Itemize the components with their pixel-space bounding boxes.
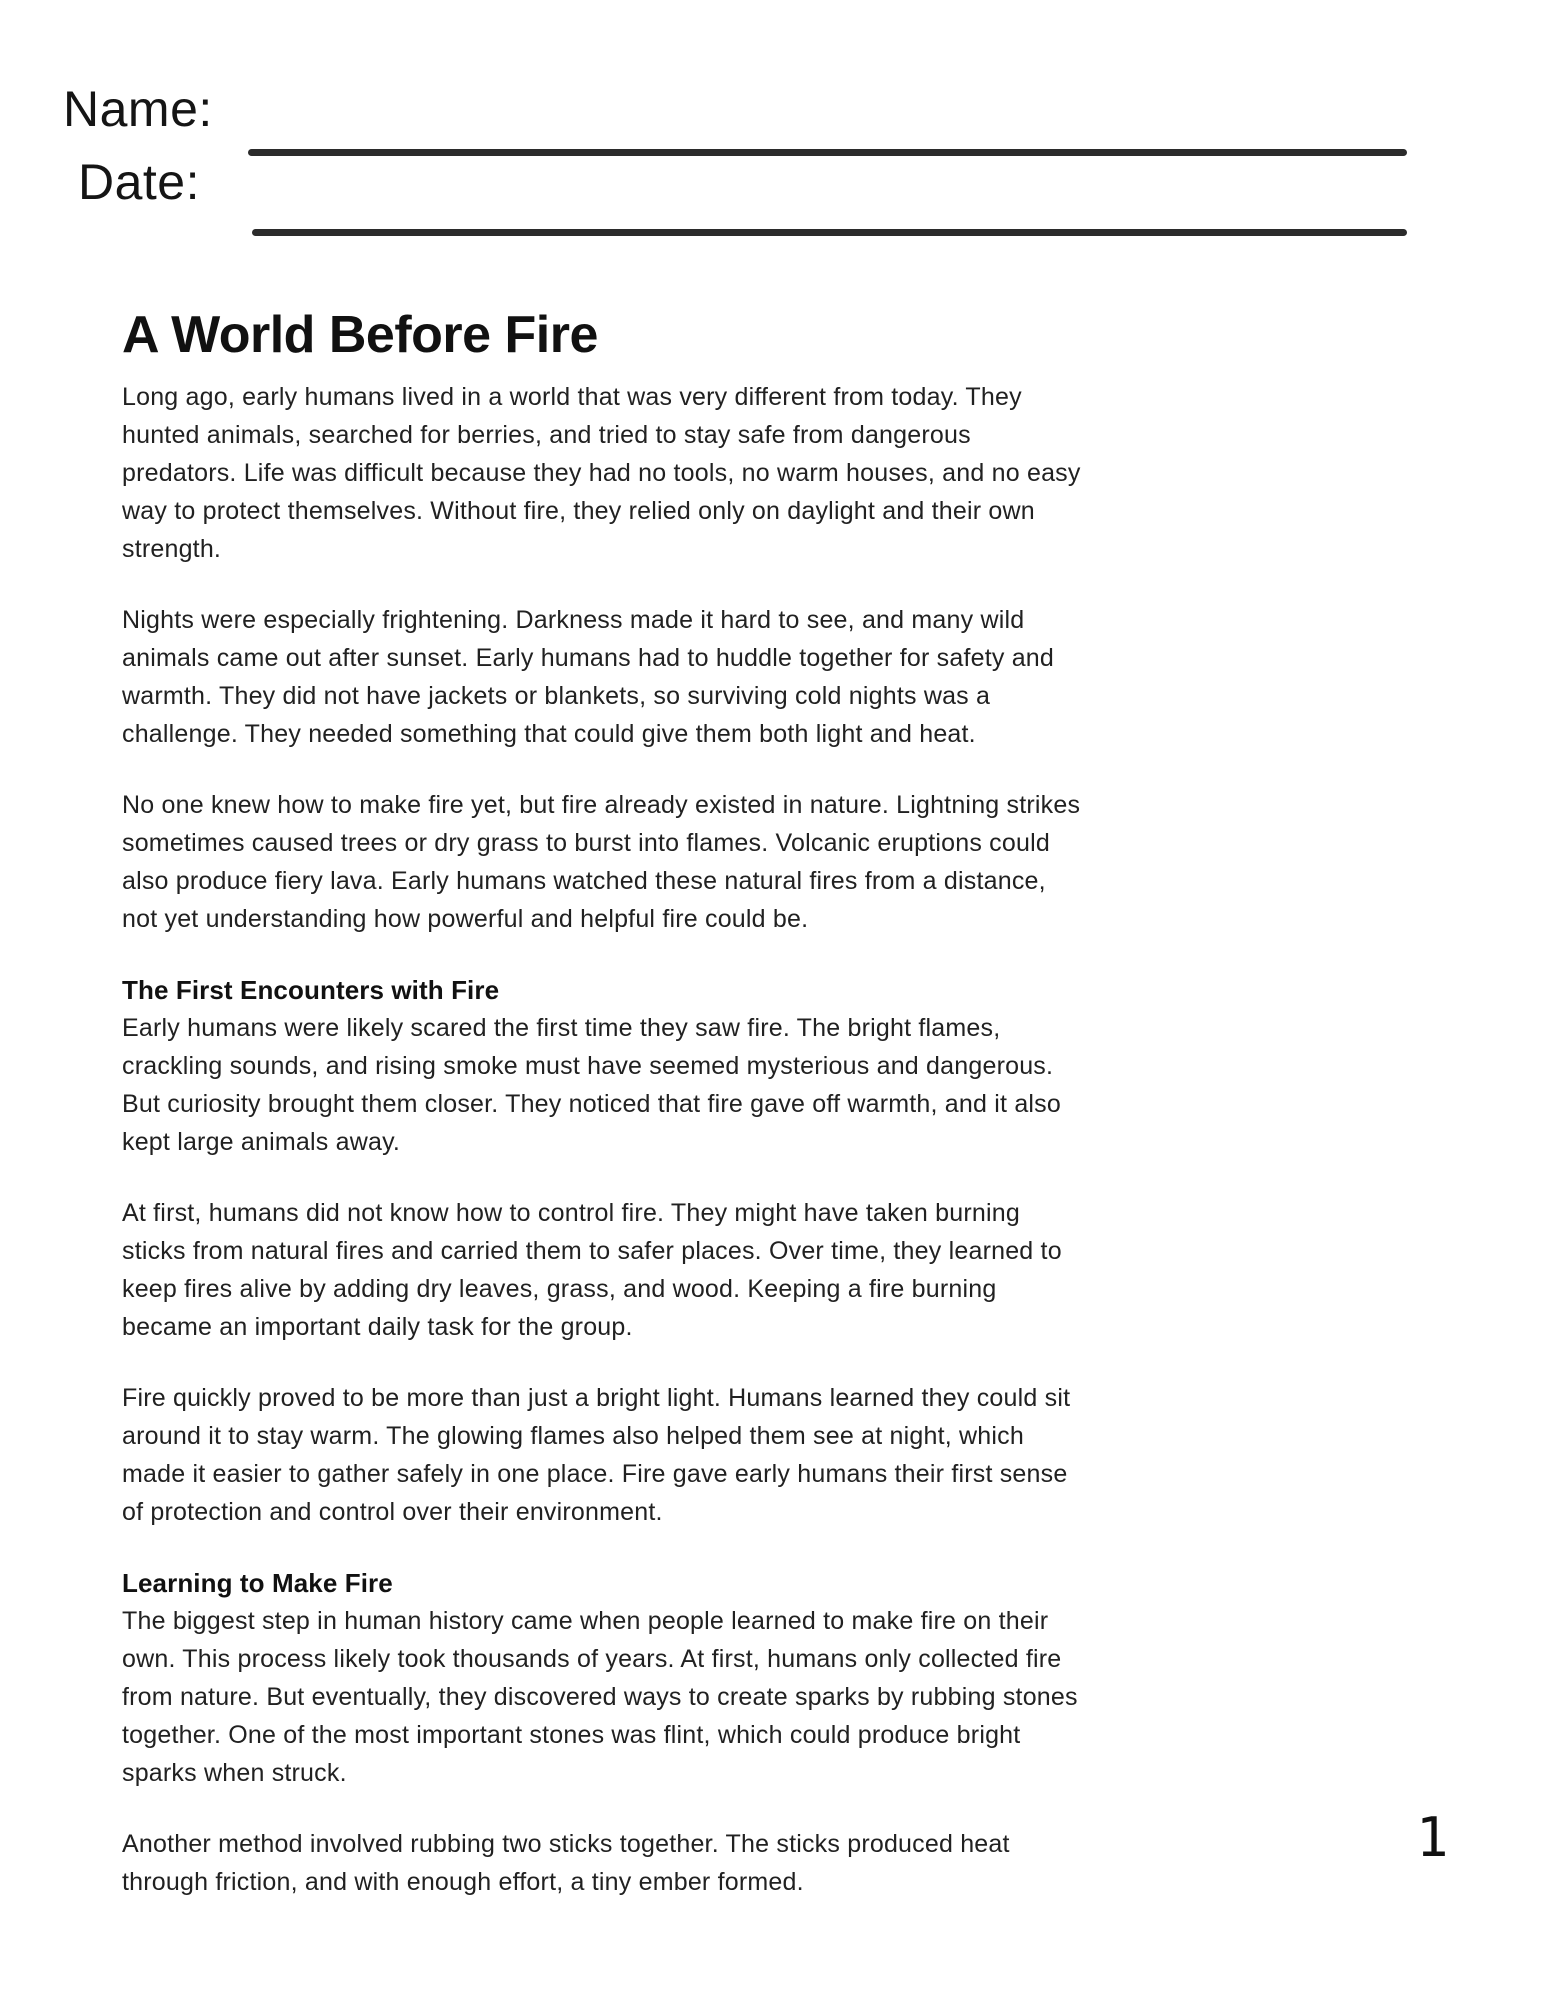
paragraph: Another method involved rubbing two sticks together. The sticks produced heat through friction, and with enough effort, a tiny ember formed. [122,1830,1010,1896]
paragraph: No one knew how to make fire yet, but fire already existed in nature. Lightning strikes sometimes caused trees or dry grass to burst into flames. Volcanic eruptions could also produce fiery lava. Early humans watched these natural fires from a distance, not yet understanding how powerful and helpful fire could be. [122,791,1081,933]
page-title: A World Before Fire [122,306,598,364]
paragraph: The biggest step in human history came when people learned to make fire on their own. This process likely took thousands of years. At first, humans only collected fire from nature. But eventually, they discovered ways to create sparks by rubbing stones together. One of the most important stones was flint, which could produce bright sparks when struck. [122,1607,1078,1787]
document-body [122,306,1084,1934]
name-label: Name: [63,81,213,137]
paragraph: At first, humans did not know how to control fire. They might have taken burning sticks from natural fires and carried them to safer places. Over time, they learned to keep fires alive by adding dry leaves, grass, and wood. Keeping a fire burning became an important daily task for the group. [122,1199,1062,1341]
paragraph: Long ago, early humans lived in a world that was very different from today. They hunted animals, searched for berries, and tried to stay safe from dangerous predators. Life was difficult because they had no tools, no warm houses, and no easy way to protect themselves. Without fire, they relied only on daylight and their own strength. [122,383,1081,563]
date-fill-line[interactable] [252,229,1407,236]
paragraph: Nights were especially frightening. Darkness made it hard to see, and many wild animals came out after sunset. Early humans had to huddle together for safety and warmth. They did not have jackets or blankets, so surviving cold nights was a challenge. They needed something that could give them both light and heat. [122,606,1055,748]
paragraph: Fire quickly proved to be more than just a bright light. Humans learned they could sit around it to stay warm. The glowing flames also helped them see at night, which made it easier to gather safely in one place. Fire gave early humans their first sense of protection and control over their environment. [122,1384,1071,1526]
section-heading-first-encounters: The First Encounters with Fire [122,975,500,1005]
date-label: Date: [78,154,201,210]
name-fill-line[interactable] [248,149,1407,156]
section-heading-learning-to-make-fire: Learning to Make Fire [122,1568,393,1598]
page-number: 1 [1416,1806,1449,1869]
paragraph: Early humans were likely scared the first time they saw fire. The bright flames, crackling sounds, and rising smoke must have seemed mysterious and dangerous. But curiosity brought them closer. They noticed that fire gave off warmth, and it also kept large animals away. [122,1014,1061,1156]
